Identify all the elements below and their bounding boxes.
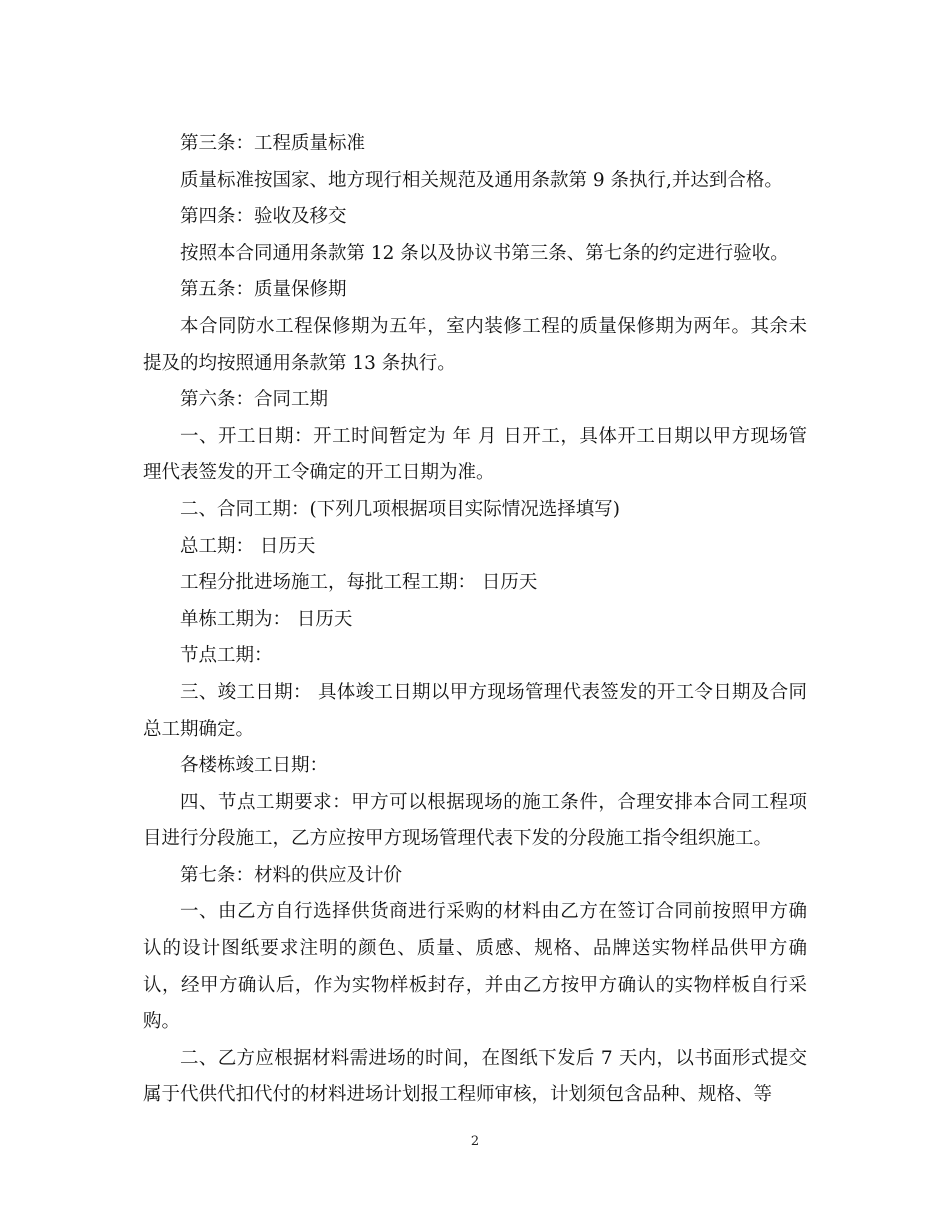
paragraph: 四、节点工期要求：甲方可以根据现场的施工条件，合理安排本合同工程项目进行分段施工，乙方应按甲方现场管理代表下发的分段施工指令组织施工。 xyxy=(143,791,807,850)
paragraph: 按照本合同通用条款第 12 条以及协议书第三条、第七条的约定进行验收。 xyxy=(180,242,789,264)
paragraph: 二、合同工期：(下列几项根据项目实际情况选择填写) xyxy=(180,498,620,520)
paragraph: 总工期： 日历天 xyxy=(180,535,316,557)
document-body xyxy=(143,126,807,1114)
clause-heading-5: 第五条：质量保修期 xyxy=(180,279,347,301)
clause-heading-7: 第七条：材料的供应及计价 xyxy=(180,864,403,886)
clause-heading-6: 第六条：合同工期 xyxy=(180,389,329,411)
page-number: 2 xyxy=(470,1134,480,1149)
paragraph: 一、由乙方自行选择供货商进行采购的材料由乙方在签订合同前按照甲方确认的设计图纸要求注明的颜色、质量、质感、规格、品牌送实物样品供甲方确认，经甲方确认后，作为实物样板封存，并由乙方按甲方确认的实物样板自行采购。 xyxy=(143,901,807,1033)
paragraph: 一、开工日期：开工时间暂定为 年 月 日开工，具体开工日期以甲方现场管理代表签发的开工令确定的开工日期为准。 xyxy=(143,425,807,484)
paragraph: 各楼栋竣工日期： xyxy=(180,755,329,777)
paragraph: 本合同防水工程保修期为五年，室内装修工程的质量保修期为两年。其余未提及的均按照通用条款第 13 条执行。 xyxy=(143,315,807,374)
paragraph: 质量标准按国家、地方现行相关规范及通用条款第 9 条执行,并达到合格。 xyxy=(180,169,783,191)
paragraph: 节点工期： xyxy=(180,645,273,667)
paragraph: 工程分批进场施工，每批工程工期： 日历天 xyxy=(180,572,538,594)
paragraph: 单栋工期为： 日历天 xyxy=(180,608,353,630)
clause-heading-3: 第三条：工程质量标准 xyxy=(180,133,366,154)
clause-heading-4: 第四条：验收及移交 xyxy=(180,206,347,228)
paragraph: 二、乙方应根据材料需进场的时间，在图纸下发后 7 天内，以书面形式提交属于代供代扣代付的材料进场计划报工程师审核，计划须包含品种、规格、等 xyxy=(143,1047,807,1106)
paragraph: 三、竣工日期： 具体竣工日期以甲方现场管理代表签发的开工令日期及合同总工期确定。 xyxy=(143,681,807,740)
